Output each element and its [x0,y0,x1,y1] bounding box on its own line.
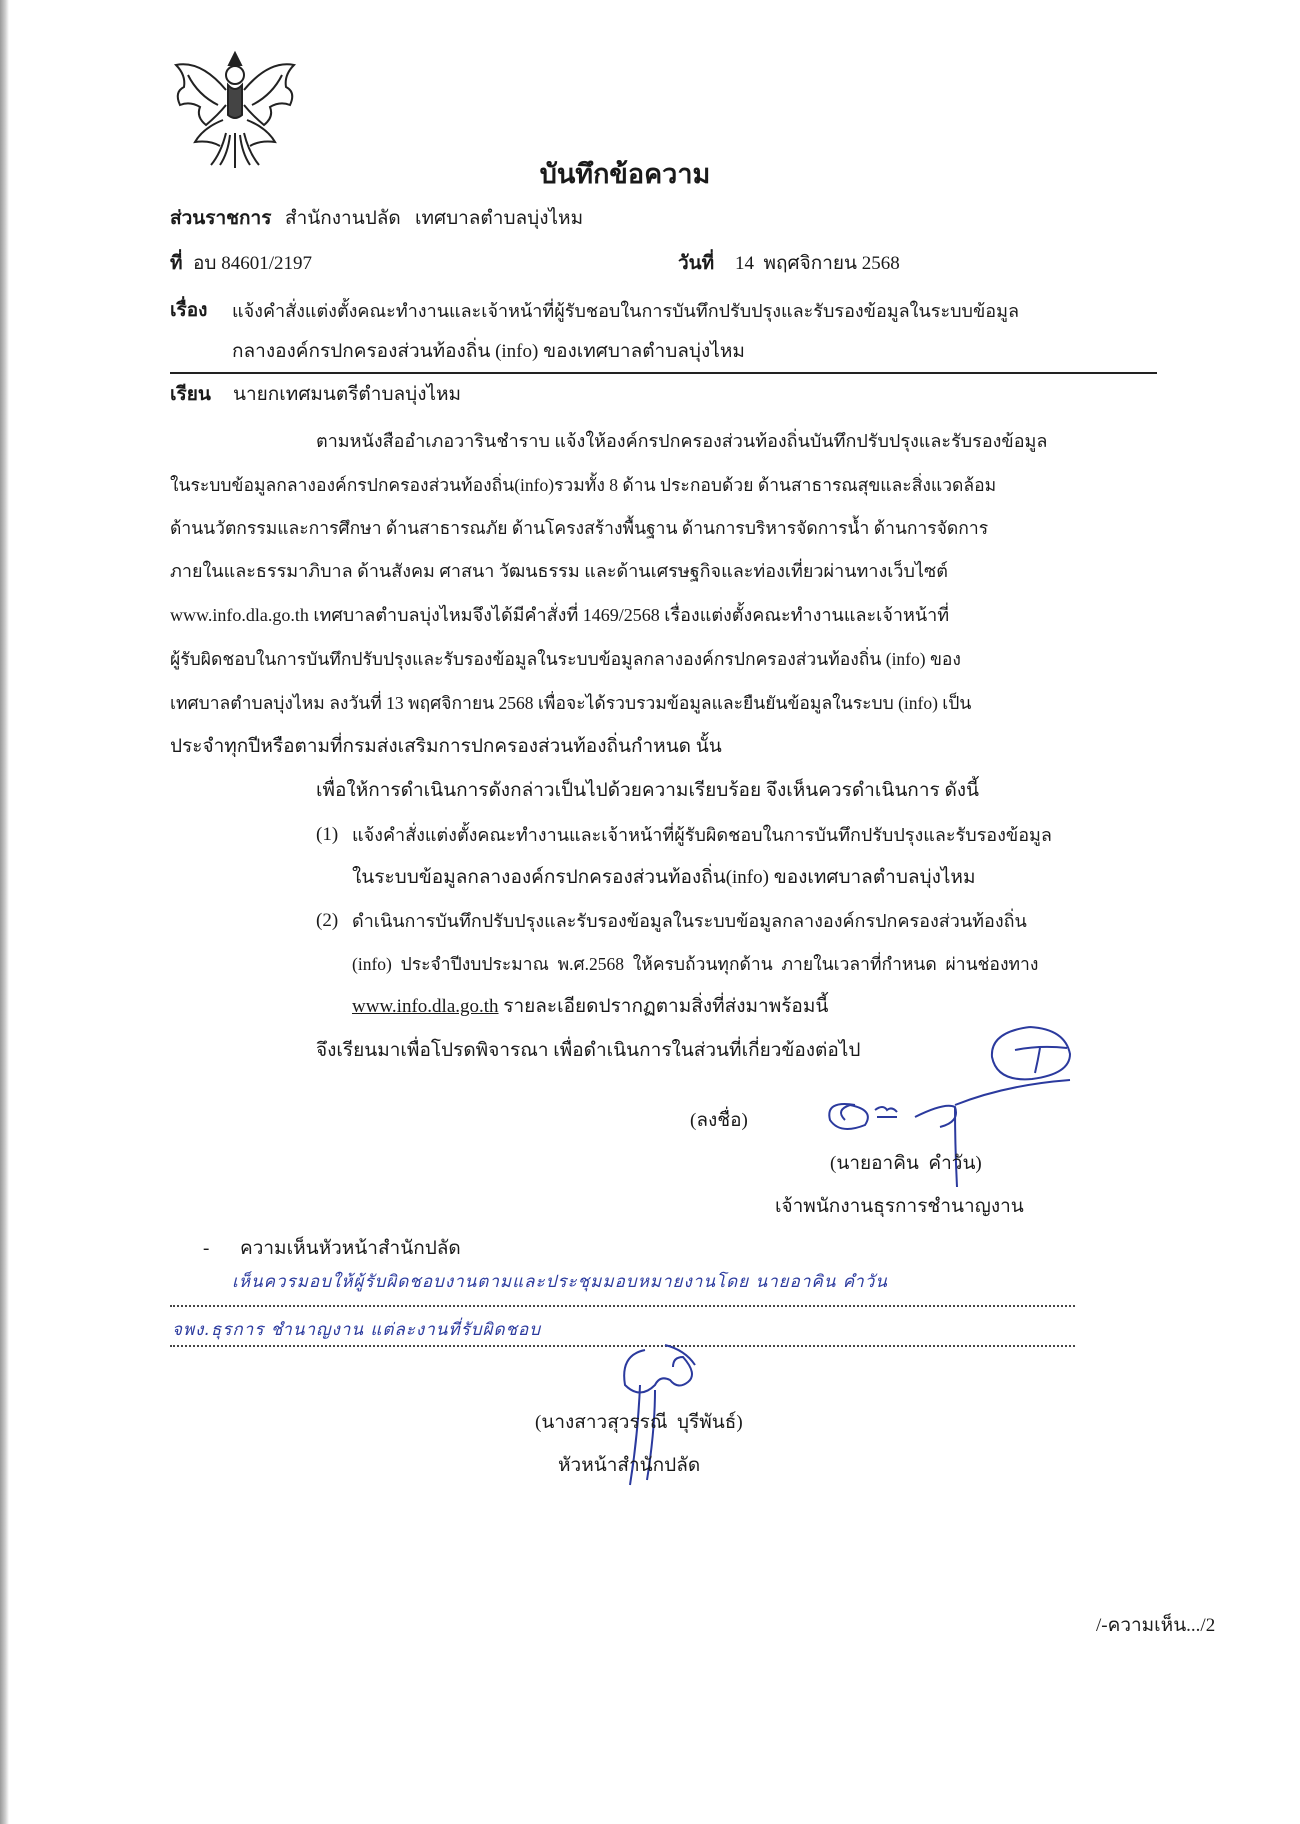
bullet: - [203,1238,210,1259]
closing-text: จึงเรียนมาเพื่อโปรดพิจารณา เพื่อดำเนินการในส่วนที่เกี่ยวข้องต่อไป [316,1040,861,1061]
subject-line: แจ้งคำสั่งแต่งตั้งคณะทำงานและเจ้าหน้าที่ผู้รับชอบในการบันทึกปรับปรุงและรับรองข้อมูลในระบบข้อมูล [232,301,1019,321]
item-2-line: (info) ประจำปีงบประมาณ พ.ศ.2568 ให้ครบถ้วนทุกด้าน ภายในเวลาที่กำหนด ผ่านช่องทาง [352,954,1039,974]
body-line: www.info.dla.go.th เทศบาลตำบลบุ่งไหมจึงได้มีคำสั่งที่ 1469/2568 เรื่องแต่งตั้งคณะทำงานและเจ้าหน้าที่ [170,605,950,625]
signer-name: (นายอาคิน คำวัน) [830,1153,982,1174]
body-line: ผู้รับผิดชอบในการบันทึกปรับปรุงและรับรองข้อมูลในระบบข้อมูลกลางองค์กรปกครองส่วนท้องถิ่น (info) ของ [170,649,961,669]
document-title: บันทึกข้อความ [539,159,711,189]
body-line: ในระบบข้อมูลกลางองค์กรปกครองส่วนท้องถิ่น(info)รวมทั้ง 8 ด้าน ประกอบด้วย ด้านสาธารณสุขและสิ่งแวดล้อม [170,475,997,495]
ref-label: ที่ [170,253,183,274]
to-label: เรียน [170,384,211,405]
header-divider [170,372,1157,374]
info-website-link[interactable]: www.info.dla.go.th [352,996,499,1017]
handwritten-opinion-line: เห็นควรมอบให้ผู้รับผิดชอบงานตามและประชุมมอบหมายงานโดย นายอาคิน คำวัน [232,1272,888,1292]
subject-line: กลางองค์กรปกครองส่วนท้องถิ่น (info) ของเทศบาลตำบลบุ่งไหม [232,341,745,362]
date-label: วันที่ [678,253,715,274]
continuation-marker: /-ความเห็น.../2 [1096,1615,1216,1636]
sign-label: (ลงชื่อ) [690,1110,748,1131]
item-1-line: แจ้งคำสั่งแต่งตั้งคณะทำงานและเจ้าหน้าที่ผู้รับผิดชอบในการบันทึกปรับปรุงและรับรองข้อมูล [352,825,1052,845]
signer-position: เจ้าพนักงานธุรการชำนาญงาน [775,1196,1024,1217]
subject-label: เรื่อง [170,300,208,321]
body-paragraph-2: เพื่อให้การดำเนินการดังกล่าวเป็นไปด้วยความเรียบร้อย จึงเห็นควรดำเนินการ ดังนี้ [316,780,980,801]
body-line: เทศบาลตำบลบุ่งไหม ลงวันที่ 13 พฤศจิกายน 2568 เพื่อจะได้รวบรวมข้อมูลและยืนยันข้อมูลในระบบ (info) เป็น [170,693,972,713]
body-line: ประจำทุกปีหรือตามที่กรมส่งเสริมการปกครองส่วนท้องถิ่นกำหนด นั้น [170,736,722,757]
opinion-label: ความเห็นหัวหน้าสำนักปลัด [240,1238,461,1259]
dotted-line [170,1305,1075,1307]
scan-edge [0,0,9,1824]
handwritten-opinion-line: จพง.ธุรการ ชำนาญงาน แต่ละงานที่รับผิดชอบ [172,1320,542,1340]
item-2-line: รายละเอียดปรากฏตามสิ่งที่ส่งมาพร้อมนี้ [503,996,829,1017]
item-number: (1) [316,824,339,845]
to-value: นายกเทศมนตรีตำบลบุ่งไหม [233,384,462,405]
agency-value: สำนักงานปลัด เทศบาลตำบลบุ่งไหม [285,208,584,229]
body-line: ตามหนังสืออำเภอวารินชำราบ แจ้งให้องค์กรปกครองส่วนท้องถิ่นบันทึกปรับปรุงและรับรองข้อมูล [316,431,1048,451]
agency-label: ส่วนราชการ [170,208,272,229]
ref-value: อบ 84601/2197 [193,253,313,274]
body-line: ภายในและธรรมาภิบาล ด้านสังคม ศาสนา วัฒนธรรม และด้านเศรษฐกิจและท่องเที่ยวผ่านทางเว็บไซต์ [170,561,948,581]
head-position: หัวหน้าสำนักปลัด [558,1455,701,1476]
item-2-line: ดำเนินการบันทึกปรับปรุงและรับรองข้อมูลในระบบข้อมูลกลางองค์กรปกครองส่วนท้องถิ่น [352,911,1027,931]
head-name: (นางสาวสุวรรณี บุรีพันธ์) [535,1412,743,1433]
body-line: ด้านนวัตกรรมและการศึกษา ด้านสาธารณภัย ด้านโครงสร้างพื้นฐาน ด้านการบริหารจัดการน้ำ ด้านการจัดการ [170,518,989,538]
date-value: 14 พฤศจิกายน 2568 [735,253,900,274]
item-number: (2) [316,910,339,931]
item-1-line: ในระบบข้อมูลกลางองค์กรปกครองส่วนท้องถิ่น(info) ของเทศบาลตำบลบุ่งไหม [352,867,976,888]
